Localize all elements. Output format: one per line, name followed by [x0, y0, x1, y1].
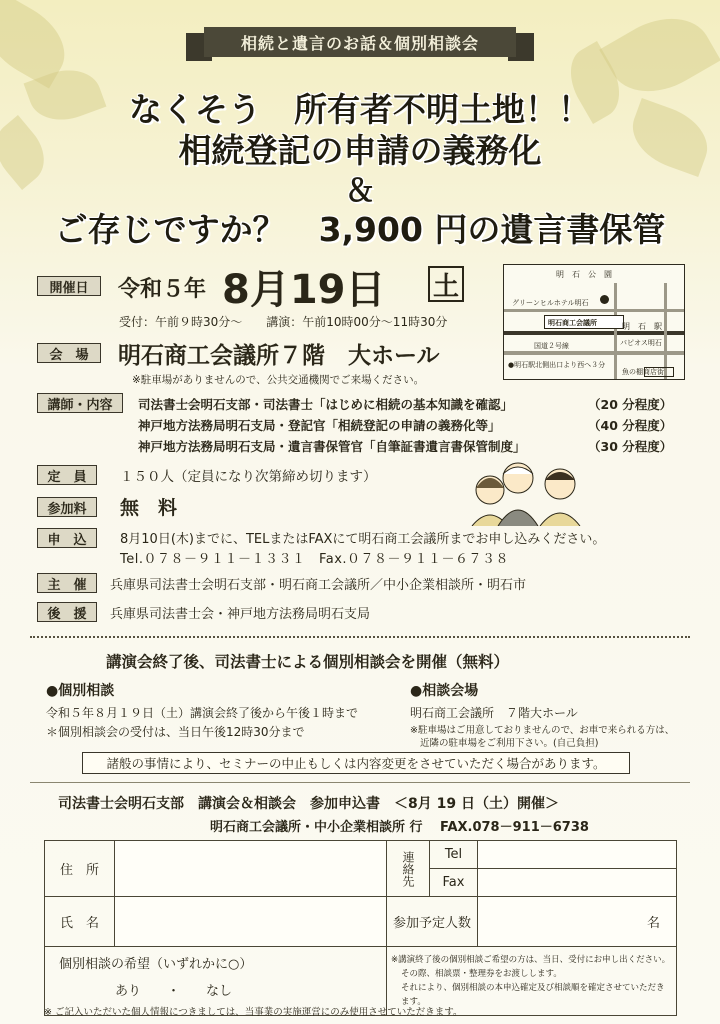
change-notice: 諸般の事情により、セミナーの中止もしくは内容変更をさせていただく場合があります。: [82, 752, 630, 774]
access-map: [503, 264, 685, 380]
lecture-label: 講師・内容: [37, 393, 123, 413]
form-recipient: 明石商工会議所・中小企業相談所 行 FAX.078－911－6738: [210, 820, 589, 835]
form-note-1: ※講演終了後の個別相談ご希望の方は、当日、受付にお申し出ください。: [391, 955, 671, 965]
date-times: 受付：午前９時30分～ 講演：午前10時00分～11時30分: [119, 315, 448, 329]
apply-label: 申 込: [37, 528, 97, 548]
venue-note: ※駐車場がありませんので、公共交通機関でご来場ください。: [132, 374, 425, 386]
organizer-label: 主 催: [37, 573, 97, 593]
name-label: 氏 名: [45, 897, 115, 947]
consult-left-title: ●個別相談: [46, 683, 115, 699]
headline-ampersand: ＆: [345, 174, 375, 209]
consult-right-title: ●相談会場: [410, 683, 479, 699]
attendees-field[interactable]: [478, 897, 677, 947]
form-note-2: その際、相談票・整理券をお渡しします。: [401, 969, 562, 979]
map-chamber-label: 明石商工会議所: [548, 319, 597, 327]
capacity-text: １５０人（定員になり次第締め切ります）: [120, 469, 377, 485]
support-text: 兵庫県司法書士会・神戸地方法務局明石支局: [110, 607, 371, 622]
lecture-item-3: 神戸地方法務局明石支局・遺言書保管官「自筆証書遺言書保管制度」: [138, 439, 526, 454]
map-station-label: 明 石 駅: [622, 322, 662, 331]
apply-text: 8月10日(木)までに、TELまたはFAXにて明石商工会議所までお申し込みください。: [120, 532, 606, 547]
map-route2-label: 国道２号線: [534, 342, 569, 350]
attendees-unit: 名: [646, 916, 660, 931]
event-banner: 相続と遺言のお話＆個別相談会: [204, 27, 516, 57]
capacity-label: 定 員: [37, 465, 97, 485]
headline-line2: 相続登記の申請の義務化: [178, 131, 542, 170]
date-day: 8月19日: [222, 267, 386, 313]
consult-wish-label: 個別相談の希望（いずれかに○）: [59, 957, 253, 972]
consult-left-line2: ＊個別相談会の受付は、当日午後12時30分まで: [46, 725, 305, 739]
map-walk-label: ●明石駅北側出口より西へ３分: [508, 361, 606, 369]
lecture-item-1: 司法書士会明石支部・司法書士「はじめに相続の基本知識を確認」: [138, 397, 514, 412]
fee-text: 無 料: [120, 497, 178, 519]
consult-heading: 講演会終了後、司法書士による個別相談会を開催（無料）: [106, 653, 510, 671]
name-field[interactable]: [115, 897, 387, 947]
people-illustration: [468, 456, 588, 526]
address-label: 住 所: [45, 841, 115, 897]
consult-wish-options[interactable]: あり ・ なし: [115, 984, 233, 999]
organizer-text: 兵庫県司法書士会明石支部・明石商工会議所／中小企業相談所・明石市: [110, 578, 527, 593]
date-era: 令和５年: [118, 277, 207, 302]
venue-label: 会 場: [37, 343, 101, 363]
privacy-note: ※ ご記入いただいた個人情報につきましては、当事業の実施運営にのみ使用させていただきます。: [44, 1007, 463, 1018]
map-park-label: 明 石 公 園: [556, 270, 612, 279]
form-note-3: それにより、個別相談の本申込確定及び相談順を確定させていただきます。: [401, 983, 665, 1007]
application-form: [44, 840, 677, 1016]
map-hotel-label: グリーンヒルホテル明石: [512, 299, 589, 307]
headline-line1: なくそう 所有者不明土地！！: [129, 90, 591, 129]
form-divider: [30, 782, 690, 783]
address-field[interactable]: [115, 841, 387, 897]
fax-label: Fax: [430, 869, 478, 897]
tel-label: Tel: [430, 841, 478, 869]
lecture-item-2: 神戸地方法務局明石支局・登記官「相続登記の申請の義務化等」: [138, 418, 501, 433]
map-pivos-label: パピオス明石: [620, 339, 662, 347]
form-title: 司法書士会明石支部 講演会＆相談会 参加申込書 ＜8月 19 日（土）開催＞: [58, 796, 559, 812]
consult-right-note2: 近隣の駐車場をご利用下さい。(自己負担): [420, 738, 599, 749]
consult-right-note1: ※駐車場はご用意しておりませんので、お車で来られる方は、: [410, 725, 675, 736]
headline-line4: ご存じですか？ 3,900 円の遺言書保管: [54, 210, 666, 249]
apply-contact: Tel.０７８－９１１－１３３１ Fax.０７８－９１１－６７３８: [120, 552, 510, 567]
consult-right-line1: 明石商工会議所 ７階大ホール: [410, 706, 578, 720]
lecture-duration-3: （30 分程度）: [588, 439, 673, 454]
fax-field[interactable]: [478, 869, 677, 897]
map-fishmarket-label: 魚の棚商店街: [622, 368, 664, 376]
venue-name: 明石商工会議所７階 大ホール: [118, 343, 440, 369]
date-weekday: 土: [428, 266, 464, 302]
attendees-label: 参加予定人数: [387, 897, 478, 947]
tel-field[interactable]: [478, 841, 677, 869]
lecture-duration-2: （40 分程度）: [588, 418, 673, 433]
contact-label: 連絡先: [387, 841, 430, 897]
fee-label: 参加料: [37, 497, 97, 517]
support-label: 後 援: [37, 602, 97, 622]
consult-left-line1: 令和５年８月１９日（土）講演会終了後から午後１時まで: [46, 706, 359, 720]
lecture-duration-1: （20 分程度）: [588, 397, 673, 412]
section-divider: [30, 636, 690, 638]
date-label: 開催日: [37, 276, 101, 296]
